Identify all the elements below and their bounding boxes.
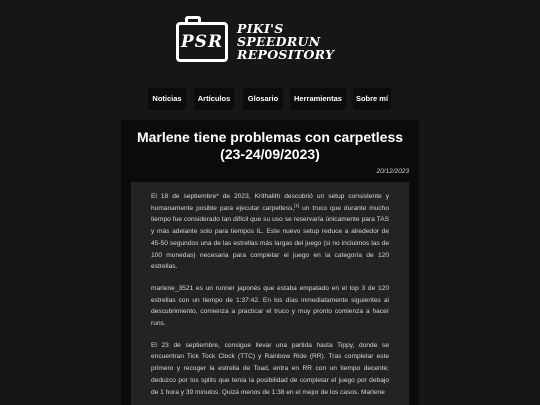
nav-item-herramientas[interactable]: Herramientas [290, 88, 346, 110]
paragraph-1-text: El 18 de septiembre* de 2023, Krithalith descubrió un setup consistente y humanamente posible para ejecutar carpetless, [151, 193, 389, 212]
site-header [0, 0, 540, 80]
nav-item-articulos[interactable]: Artículos [194, 88, 234, 110]
camera-logo-icon[interactable] [176, 22, 228, 62]
site-title-line-2: SPEEDRUN [237, 34, 321, 49]
article-card [121, 120, 419, 405]
nav-item-noticias[interactable]: Noticias [148, 88, 186, 110]
article-body [131, 182, 409, 405]
site-title-line-3: REPOSITORY [237, 47, 335, 62]
article-body-content [151, 191, 389, 405]
logo-text: PSR [180, 32, 224, 52]
main-nav [0, 88, 540, 110]
article-title-line-2: (23-24/09/2023) [220, 146, 320, 162]
article-title-line-1: Marlene tiene problemas con carpetless [136, 129, 404, 145]
nav-item-glosario[interactable]: Glosario [243, 88, 283, 110]
paragraph-1-text-cont: un truco que durante mucho tiempo fue considerado tan difícil que su uso se reservaría únicamente para TAS y más adelante solo para tiempos IL. Este nuevo setup reduce a alrededor de 45-50 segundos una de las estrellas más largas del juego (si no incluimos las de 100 monedas) necesaria para completar el juego en la categoría de 120 estrellas. [151, 204, 389, 271]
article-title [121, 129, 419, 163]
nav-item-sobre-mi[interactable]: Sobre mí [353, 88, 391, 110]
site-title-line-1: PIKI'S [237, 21, 284, 36]
paragraph-2: marlene_3521 es un runner japonés que estaba empatado en el top 3 de 120 estrellas con un tiempo de 1:37:42. En los días inmediatamente siguientes al descubrimiento, comienza a practicar el truco y muy pronto comienza a hacer runs. [151, 284, 389, 328]
paragraph-3: El 23 de septiembre, consigue llevar una partida hasta Tippy, donde se encuentran Tick Tock Clock (TTC) y Rainbow Ride (RR). Tras completar este primero y recoger la estrella de Toad, entra en RR con un tiempo decente; deduzco por los splits que tenía la posibilidad de completar el juego por debajo de 1 hora y 39 minutos. Quizá menos de 1:38 en el mejor de los casos. Marlene [151, 341, 389, 396]
footnote-link[interactable]: [1] [294, 202, 300, 208]
article-date: 20/12/2023 [376, 168, 409, 175]
site-title[interactable] [237, 22, 377, 61]
camera-logo-tab [185, 16, 201, 23]
paragraph-1 [151, 191, 389, 273]
